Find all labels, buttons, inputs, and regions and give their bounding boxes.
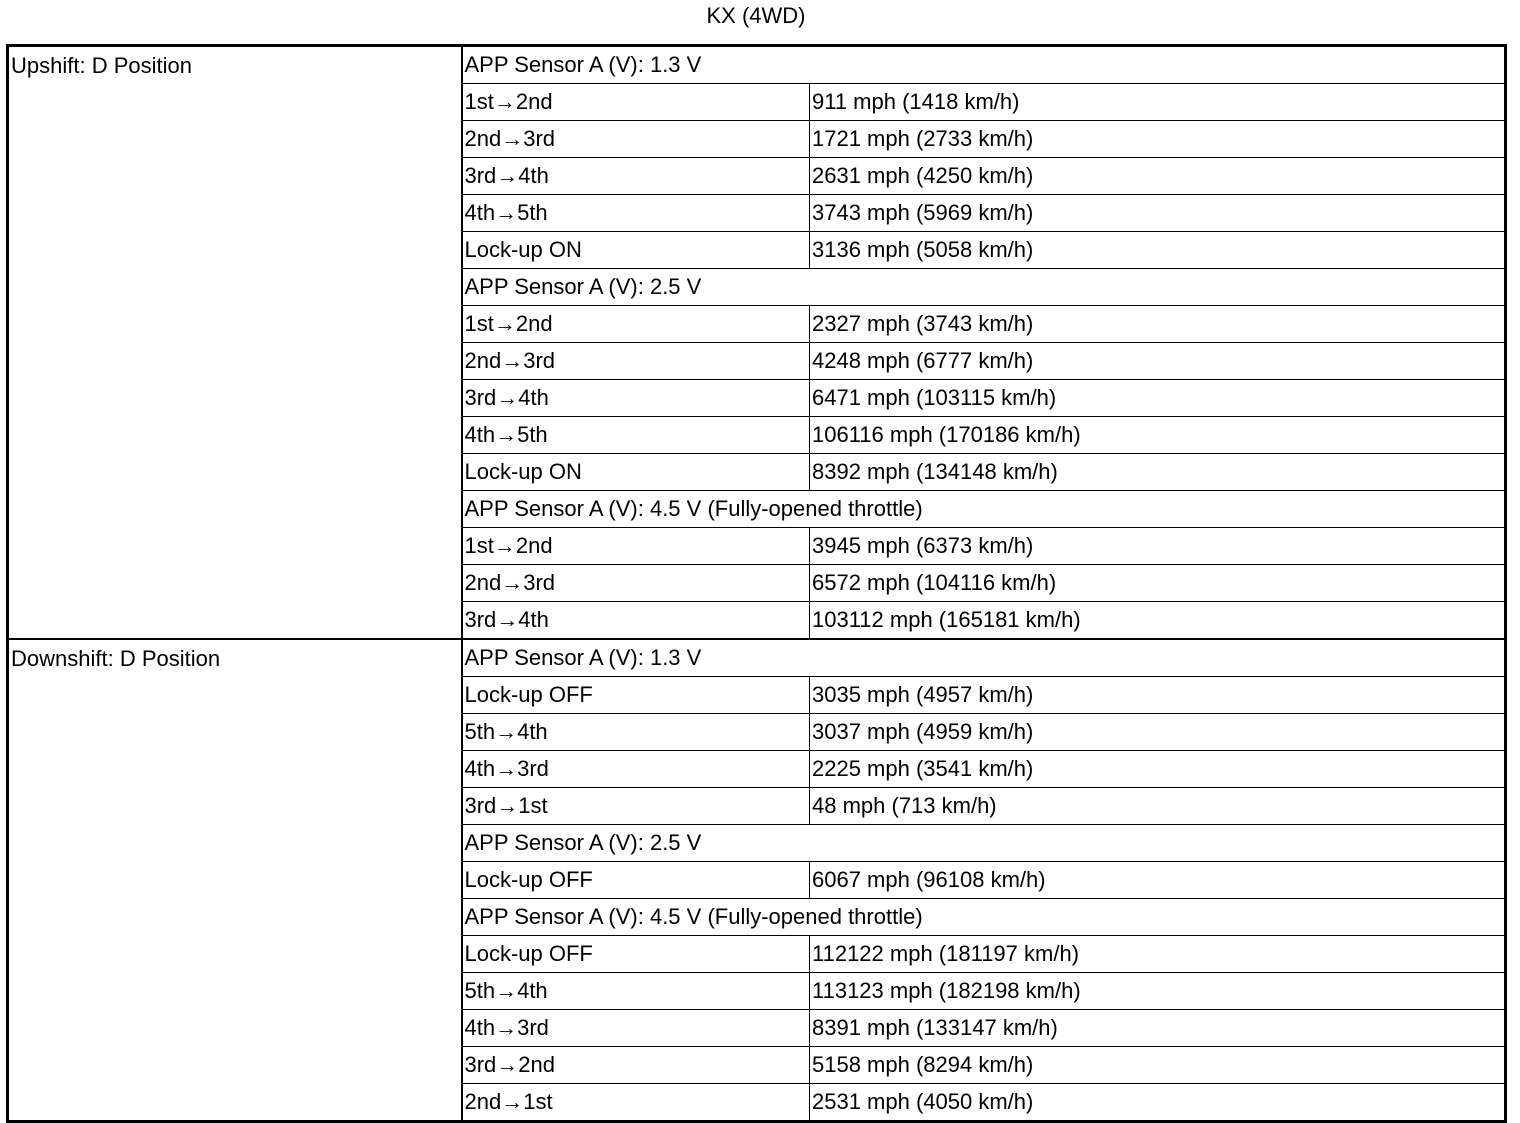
- speed-cell: 48 mph (713 km/h): [810, 788, 1506, 825]
- speed-cell: 3743 mph (5969 km/h): [810, 195, 1506, 232]
- speed-cell: 2327 mph (3743 km/h): [810, 306, 1506, 343]
- shift-cell: 4th→3rd: [462, 1010, 810, 1047]
- shift-cell: Lock-up OFF: [462, 936, 810, 973]
- shift-cell: 3rd→4th: [462, 602, 810, 640]
- shift-cell: Lock-up OFF: [462, 862, 810, 899]
- speed-cell: 103112 mph (165181 km/h): [810, 602, 1506, 640]
- speed-cell: 2631 mph (4250 km/h): [810, 158, 1506, 195]
- shift-cell: Lock-up ON: [462, 454, 810, 491]
- shift-cell: 2nd→1st: [462, 1084, 810, 1122]
- shift-cell: 1st→2nd: [462, 528, 810, 565]
- section-heading-row: [8, 639, 1506, 677]
- speed-cell: 3035 mph (4957 km/h): [810, 677, 1506, 714]
- speed-cell: 2531 mph (4050 km/h): [810, 1084, 1506, 1122]
- speed-cell: 911 mph (1418 km/h): [810, 84, 1506, 121]
- group-label: Upshift: D Position: [8, 46, 462, 640]
- section-heading: APP Sensor A (V): 1.3 V: [462, 639, 1506, 677]
- speed-cell: 1721 mph (2733 km/h): [810, 121, 1506, 158]
- shift-cell: 5th→4th: [462, 973, 810, 1010]
- shift-cell: 3rd→4th: [462, 380, 810, 417]
- shift-cell: 1st→2nd: [462, 84, 810, 121]
- shift-cell: 5th→4th: [462, 714, 810, 751]
- shift-cell: 2nd→3rd: [462, 343, 810, 380]
- section-heading: APP Sensor A (V): 4.5 V (Fully-opened throttle): [462, 491, 1506, 528]
- shift-cell: 3rd→2nd: [462, 1047, 810, 1084]
- shift-cell: Lock-up ON: [462, 232, 810, 269]
- shift-cell: 3rd→4th: [462, 158, 810, 195]
- shift-cell: 1st→2nd: [462, 306, 810, 343]
- section-heading-row: [8, 46, 1506, 84]
- shift-schedule-table: [6, 44, 1507, 1123]
- shift-schedule-body: [8, 46, 1506, 1122]
- speed-cell: 2225 mph (3541 km/h): [810, 751, 1506, 788]
- speed-cell: 112122 mph (181197 km/h): [810, 936, 1506, 973]
- speed-cell: 3037 mph (4959 km/h): [810, 714, 1506, 751]
- shift-cell: 4th→3rd: [462, 751, 810, 788]
- section-heading: APP Sensor A (V): 2.5 V: [462, 269, 1506, 306]
- speed-cell: 113123 mph (182198 km/h): [810, 973, 1506, 1010]
- shift-cell: 2nd→3rd: [462, 121, 810, 158]
- section-heading: APP Sensor A (V): 2.5 V: [462, 825, 1506, 862]
- speed-cell: 6471 mph (103115 km/h): [810, 380, 1506, 417]
- shift-cell: 3rd→1st: [462, 788, 810, 825]
- section-heading: APP Sensor A (V): 1.3 V: [462, 46, 1506, 84]
- shift-cell: 4th→5th: [462, 195, 810, 232]
- speed-cell: 6572 mph (104116 km/h): [810, 565, 1506, 602]
- speed-cell: 3945 mph (6373 km/h): [810, 528, 1506, 565]
- speed-cell: 8392 mph (134148 km/h): [810, 454, 1506, 491]
- speed-cell: 106116 mph (170186 km/h): [810, 417, 1506, 454]
- shift-cell: 4th→5th: [462, 417, 810, 454]
- group-label: Downshift: D Position: [8, 639, 462, 1122]
- speed-cell: 4248 mph (6777 km/h): [810, 343, 1506, 380]
- speed-cell: 5158 mph (8294 km/h): [810, 1047, 1506, 1084]
- speed-cell: 8391 mph (133147 km/h): [810, 1010, 1506, 1047]
- shift-cell: 2nd→3rd: [462, 565, 810, 602]
- page-title: KX (4WD): [706, 3, 806, 28]
- shift-cell: Lock-up OFF: [462, 677, 810, 714]
- speed-cell: 6067 mph (96108 km/h): [810, 862, 1506, 899]
- speed-cell: 3136 mph (5058 km/h): [810, 232, 1506, 269]
- section-heading: APP Sensor A (V): 4.5 V (Fully-opened throttle): [462, 899, 1506, 936]
